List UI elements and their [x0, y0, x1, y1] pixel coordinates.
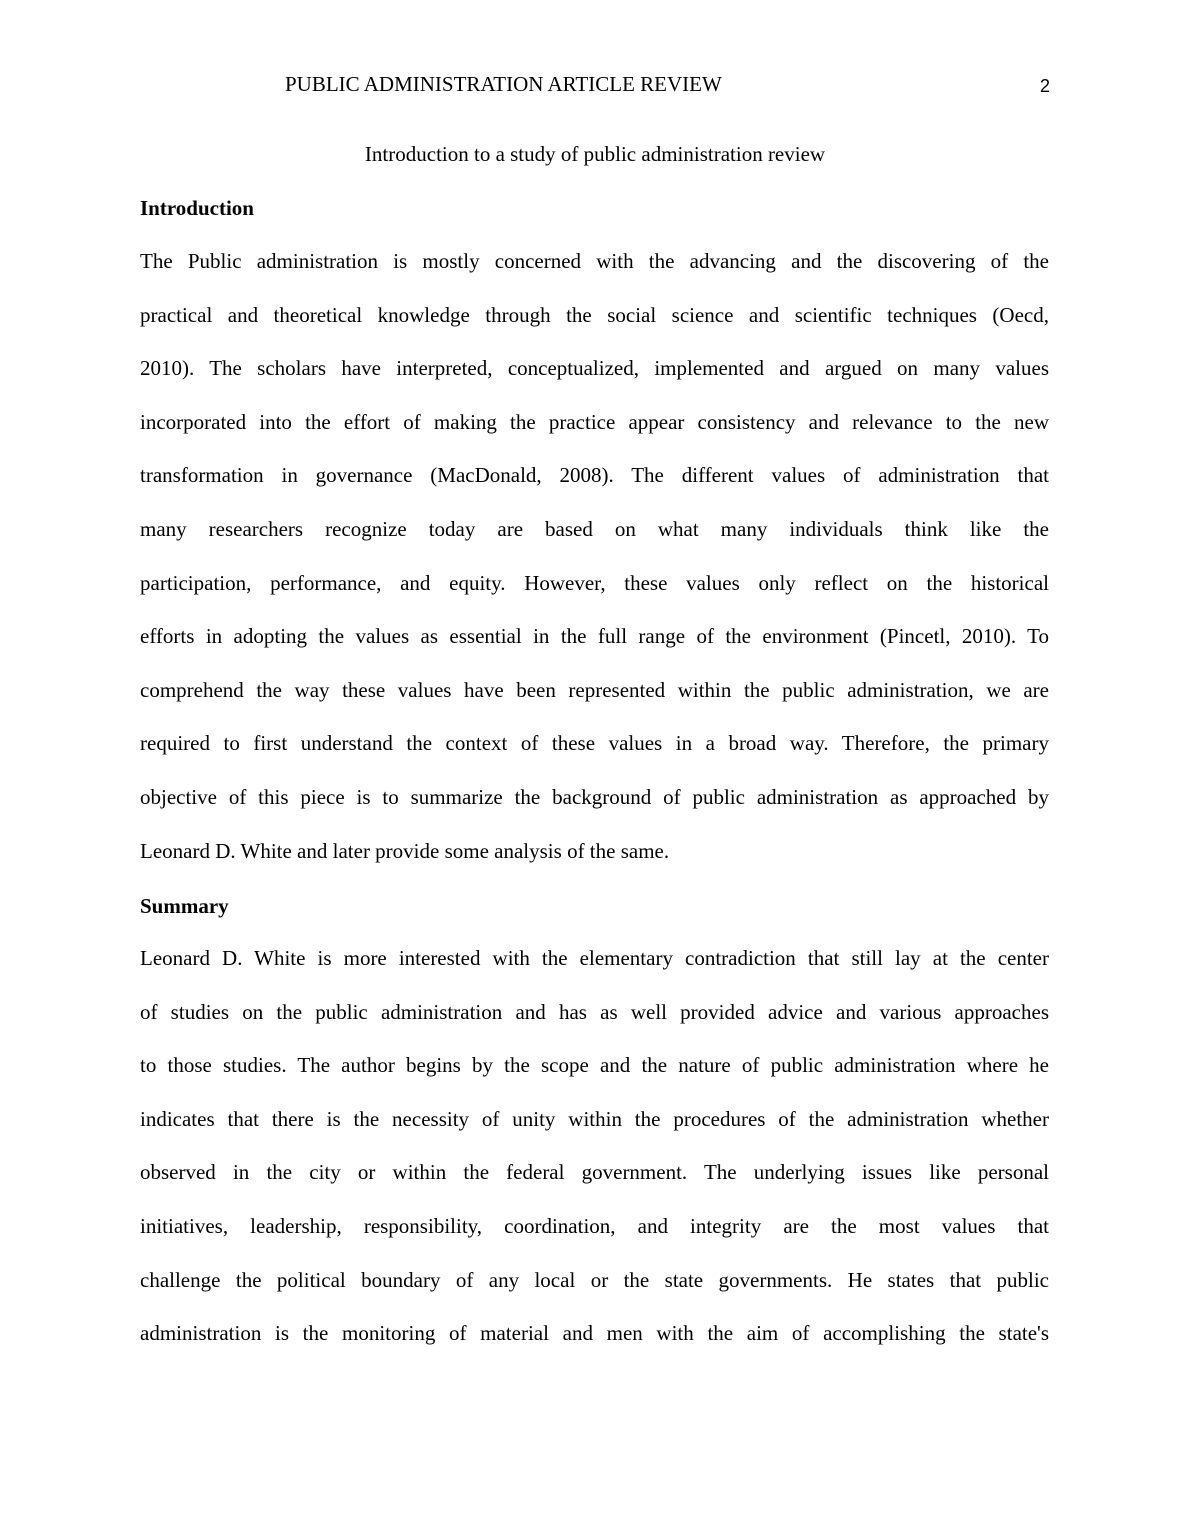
introduction-paragraph: [140, 235, 1049, 878]
paragraph-line: efforts in adopting the values as essential in the full range of the environment (Pincetl, 2010). To: [140, 624, 1049, 649]
paragraph-line: The Public administration is mostly concerned with the advancing and the discovering of the: [140, 249, 1049, 273]
paragraph-line: objective of this piece is to summarize the background of public administration as approached by: [140, 784, 1049, 809]
paragraph-line: transformation in governance (MacDonald, 2008). The different values of administration that: [140, 463, 1049, 488]
section-heading-summary: Summary: [140, 894, 229, 918]
paragraph-line: participation, performance, and equity. However, these values only reflect on the historical: [140, 570, 1049, 595]
running-head: PUBLIC ADMINISTRATION ARTICLE REVIEW: [285, 72, 722, 96]
paragraph-line: of studies on the public administration and has as well provided advice and various approaches: [140, 999, 1049, 1024]
paragraph-line: observed in the city or within the federal government. The underlying issues like personal: [140, 1160, 1049, 1185]
section-heading-introduction: Introduction: [140, 196, 254, 220]
paragraph-line: administration is the monitoring of material and men with the aim of accomplishing the state's: [140, 1321, 1049, 1346]
paragraph-line: indicates that there is the necessity of unity within the procedures of the administration whether: [140, 1106, 1049, 1131]
paragraph-line: incorporated into the effort of making the practice appear consistency and relevance to the new: [140, 409, 1049, 434]
paragraph-line: to those studies. The author begins by the scope and the nature of public administration where he: [140, 1053, 1049, 1078]
paragraph-line: Leonard D. White and later provide some analysis of the same.: [140, 838, 670, 863]
paragraph-line: many researchers recognize today are based on what many individuals think like the: [140, 516, 1049, 541]
page-number: 2: [1039, 76, 1050, 96]
paragraph-line: Leonard D. White is more interested with the elementary contradiction that still lay at the center: [140, 946, 1049, 970]
paragraph-line: required to first understand the context of these values in a broad way. Therefore, the primary: [140, 731, 1049, 756]
document-title: Introduction to a study of public administration review: [364, 142, 826, 166]
paragraph-line: practical and theoretical knowledge through the social science and scientific techniques (Oecd,: [140, 302, 1049, 327]
paragraph-line: 2010). The scholars have interpreted, conceptualized, implemented and argued on many values: [140, 356, 1049, 381]
paragraph-line: initiatives, leadership, responsibility, coordination, and integrity are the most values that: [140, 1213, 1049, 1238]
summary-paragraph: [140, 932, 1049, 1361]
paragraph-line: challenge the political boundary of any local or the state governments. He states that public: [140, 1267, 1049, 1292]
paragraph-line: comprehend the way these values have been represented within the public administration, we are: [140, 677, 1049, 702]
